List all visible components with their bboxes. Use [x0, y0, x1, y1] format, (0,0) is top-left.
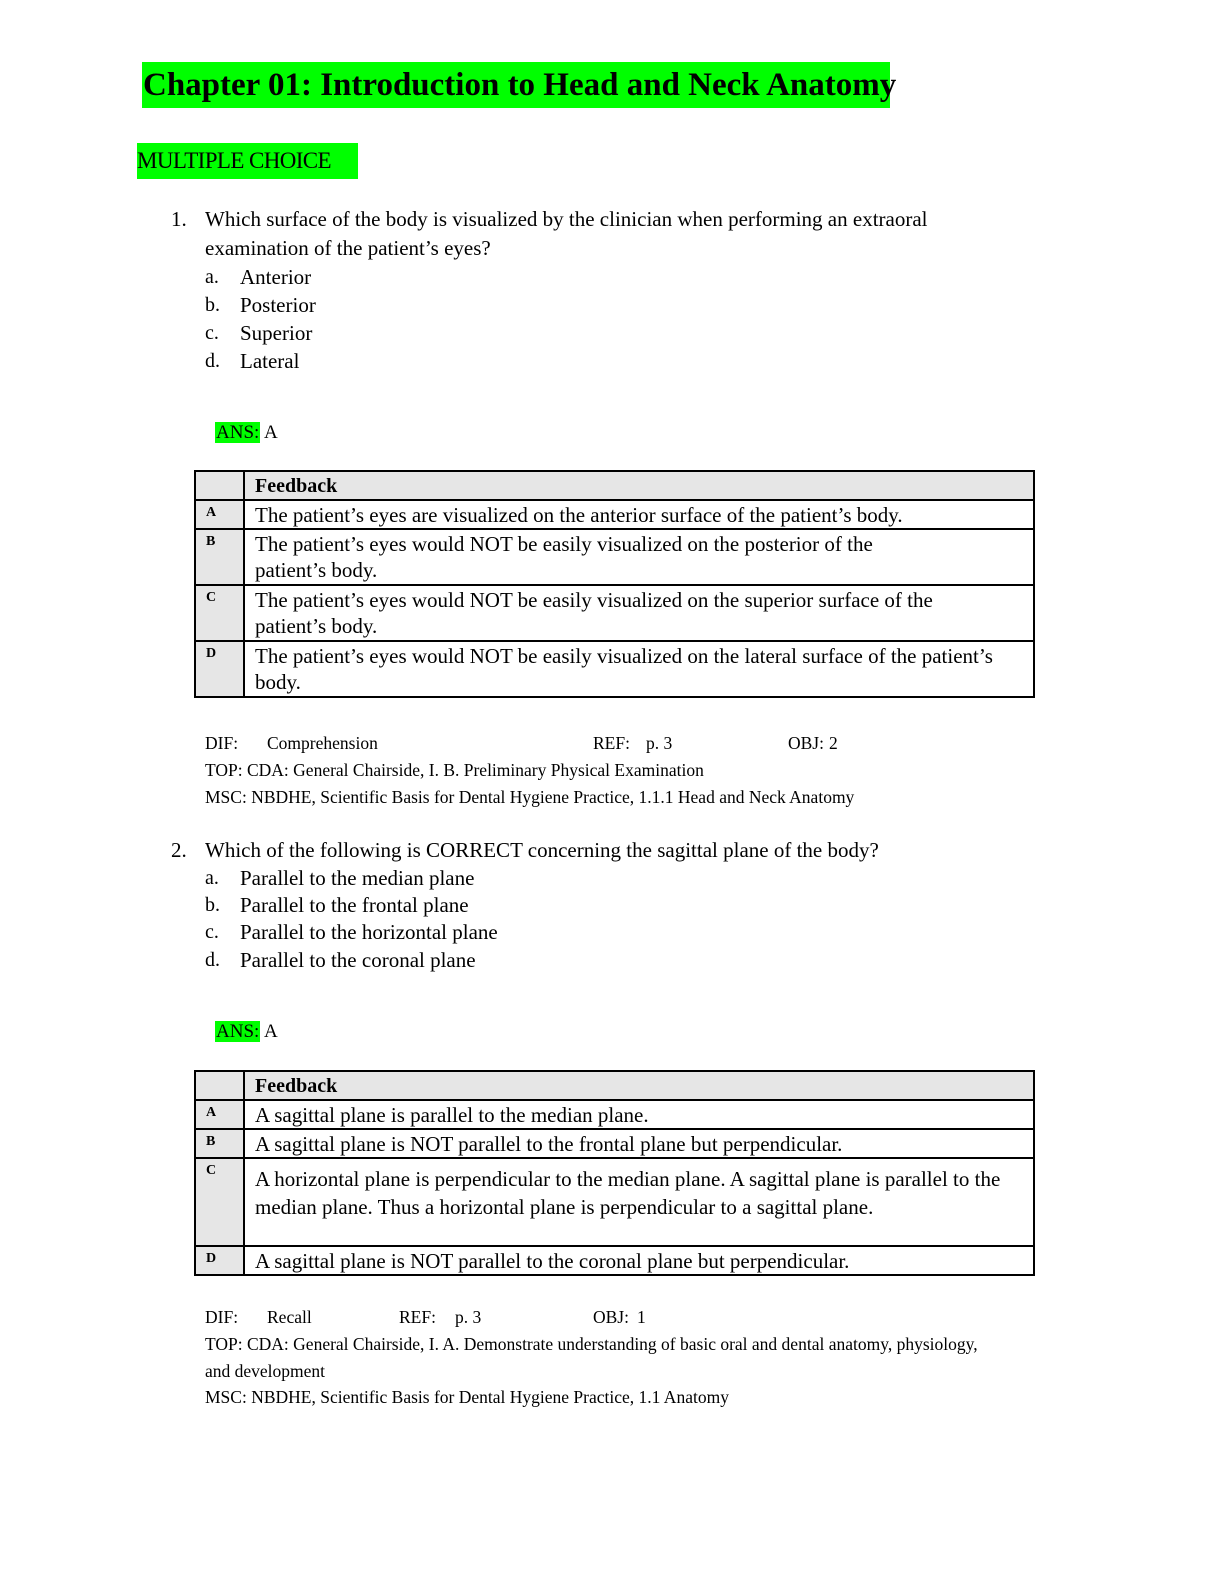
answer-line [215, 1020, 278, 1044]
table-row [195, 500, 1034, 529]
table-row [195, 1129, 1034, 1158]
msc-line: MSC: NBDHE, Scientific Basis for Dental Hygiene Practice, 1.1.1 Head and Neck Anatomy [205, 787, 855, 807]
feedback-text: A sagittal plane is NOT parallel to the frontal plane but perpendicular. [244, 1129, 1034, 1158]
feedback-header-row [195, 471, 1034, 500]
feedback-header-row [195, 1071, 1034, 1100]
feedback-header-blank [195, 1071, 244, 1100]
ref-value: p. 3 [455, 1307, 482, 1327]
feedback-table [194, 470, 1035, 698]
obj-value: 1 [637, 1307, 646, 1327]
option-a: Anterior [240, 265, 312, 289]
table-row [195, 641, 1034, 697]
option-d: Parallel to the coronal plane [240, 948, 476, 972]
table-row [195, 1158, 1034, 1246]
feedback-text: A sagittal plane is parallel to the median plane. [244, 1100, 1034, 1129]
feedback-letter: B [195, 1129, 244, 1158]
option-letter-d: d. [205, 949, 220, 971]
feedback-text: A sagittal plane is NOT parallel to the coronal plane but perpendicular. [244, 1246, 1034, 1275]
question-text-line-2: examination of the patient’s eyes? [205, 236, 491, 260]
table-row [195, 585, 1034, 641]
table-row [195, 1100, 1034, 1129]
option-b: Parallel to the frontal plane [240, 893, 469, 917]
table-row [195, 529, 1034, 585]
feedback-header: Feedback [244, 1071, 1034, 1100]
top-line: TOP: CDA: General Chairside, I. B. Preliminary Physical Examination [205, 760, 704, 780]
option-letter-c: c. [205, 921, 219, 943]
top-line-2: and development [205, 1361, 326, 1381]
msc-line: MSC: NBDHE, Scientific Basis for Dental Hygiene Practice, 1.1 Anatomy [205, 1387, 729, 1407]
feedback-letter: D [195, 1246, 244, 1275]
top-line-1: TOP: CDA: General Chairside, I. A. Demonstrate understanding of basic oral and dental anatomy, physiology, [205, 1334, 978, 1354]
feedback-letter: D [195, 641, 244, 697]
feedback-letter: B [195, 529, 244, 585]
dif-label: DIF: [205, 1307, 239, 1327]
feedback-text: The patient’s eyes would NOT be easily visualized on the lateral surface of the patient’s body. [244, 641, 1034, 697]
section-title: MULTIPLE CHOICE [137, 143, 358, 179]
option-letter-a: a. [205, 867, 219, 889]
feedback-text: The patient’s eyes would NOT be easily visualized on the posterior of the patient’s body. [244, 529, 1034, 585]
feedback-letter: A [195, 1100, 244, 1129]
option-c: Superior [240, 321, 313, 345]
option-b: Posterior [240, 293, 316, 317]
option-letter-b: b. [205, 294, 220, 316]
option-letter-d: d. [205, 350, 220, 372]
ref-label: REF: [399, 1307, 436, 1327]
option-a: Parallel to the median plane [240, 866, 475, 890]
feedback-header-blank [195, 471, 244, 500]
feedback-header: Feedback [244, 471, 1034, 500]
obj-label: OBJ: [593, 1307, 629, 1327]
feedback-table [194, 1070, 1035, 1276]
answer-label: ANS: [216, 1021, 260, 1042]
question-text-line-1: Which surface of the body is visualized by the clinician when performing an extraoral [205, 207, 928, 231]
feedback-letter: A [195, 500, 244, 529]
answer-label: ANS: [216, 422, 260, 443]
dif-value: Comprehension [267, 733, 378, 753]
feedback-letter: C [195, 585, 244, 641]
answer-value: A [264, 1021, 278, 1042]
feedback-letter: C [195, 1158, 244, 1246]
option-c: Parallel to the horizontal plane [240, 920, 498, 944]
feedback-text: A horizontal plane is perpendicular to the median plane. A sagittal plane is parallel to the median plane. Thus a horizontal plane is perpendicular to a sagittal plane. [244, 1158, 1034, 1246]
answer-line [215, 421, 278, 445]
feedback-text: The patient’s eyes would NOT be easily visualized on the superior surface of the patient’s body. [244, 585, 1034, 641]
answer-value: A [264, 422, 278, 443]
option-letter-a: a. [205, 266, 219, 288]
chapter-title: Chapter 01: Introduction to Head and Neck Anatomy [142, 62, 890, 108]
dif-label: DIF: [205, 733, 239, 753]
ref-label: REF: [593, 733, 630, 753]
feedback-text: The patient’s eyes are visualized on the anterior surface of the patient’s body. [244, 500, 1034, 529]
question-number: 2. [171, 838, 187, 862]
dif-value: Recall [267, 1307, 312, 1327]
table-row [195, 1246, 1034, 1275]
obj-label: OBJ: [788, 733, 824, 753]
question-text-line-1: Which of the following is CORRECT concerning the sagittal plane of the body? [205, 838, 879, 862]
ref-value: p. 3 [646, 733, 673, 753]
option-letter-b: b. [205, 894, 220, 916]
question-number: 1. [171, 207, 187, 231]
obj-value: 2 [829, 733, 838, 753]
option-d: Lateral [240, 349, 300, 373]
option-letter-c: c. [205, 322, 219, 344]
